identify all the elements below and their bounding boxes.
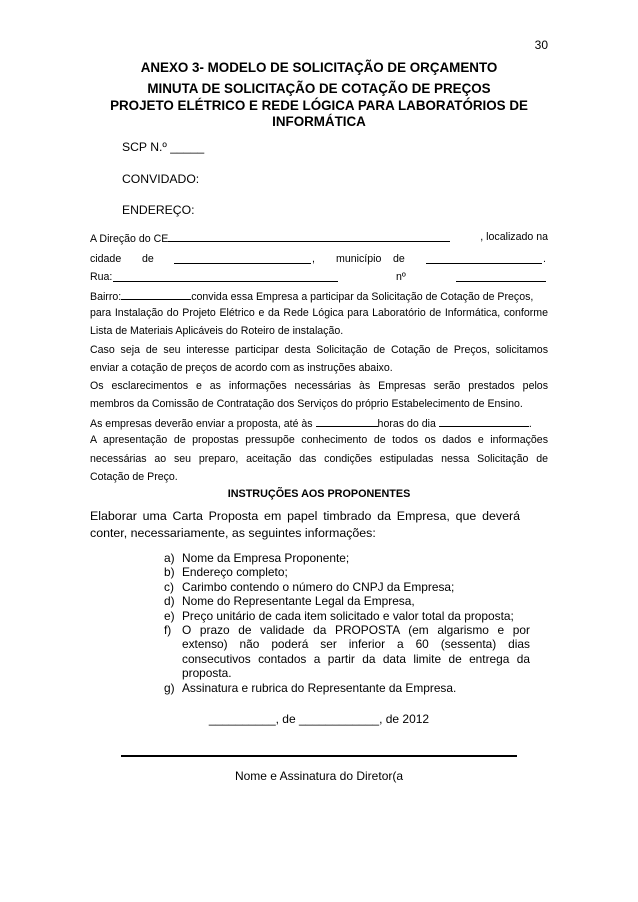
deadline-text-b: horas do dia — [377, 418, 436, 430]
document-subtitle-line3: INFORMÁTICA — [272, 114, 366, 129]
list-item-text: Carimbo contendo o número do CNPJ da Empresa; — [182, 579, 455, 594]
list-item-label: b) — [164, 565, 175, 580]
list-item — [164, 565, 530, 579]
body-line-4-rest: convida essa Empresa a participar da Solicitação de Cotação de Preços, — [191, 291, 534, 303]
list-item-label: g) — [164, 680, 175, 695]
list-item-text: Endereço completo; — [182, 565, 288, 580]
body-line-14: Cotação de Preço. — [90, 471, 178, 483]
list-item-text: O prazo de validade da PROPOSTA (em algarismo e por extenso) não poderá ser inferior a 60 (sessenta) dias consecutivos contados a partir da data limite de entrega da proposta. — [182, 623, 530, 681]
list-item — [164, 609, 530, 623]
list-item-text: Nome da Empresa Proponente; — [182, 551, 350, 565]
body-line-8: enviar a cotação de preços de acordo com as instruções abaixo. — [90, 362, 393, 374]
list-item — [164, 623, 530, 681]
list-item-text: Nome do Representante Legal da Empresa, — [182, 594, 415, 609]
blank-dia — [439, 416, 529, 427]
comma: , — [312, 253, 315, 265]
blank-bairro — [121, 289, 191, 300]
body-line-6: Lista de Materiais Aplicáveis do Roteiro de instalação. — [90, 325, 344, 337]
blank-municipio — [426, 253, 542, 264]
instructions-intro: Elaborar uma Carta Proposta em papel timbrado da Empresa, que deverá conter, necessariamente, as seguintes informações: — [90, 509, 520, 540]
body-line-1-end: , localizado na — [480, 231, 548, 243]
date-line: __________, de ____________, de 2012 — [208, 712, 430, 726]
list-item — [164, 681, 530, 695]
list-item-label: f) — [164, 623, 172, 638]
body-line-12: A apresentação de propostas pressupõe conhecimento de todos os dados e informações — [90, 434, 548, 446]
de-label-1: de — [142, 253, 154, 265]
list-item — [164, 580, 530, 594]
signature-label: Nome e Assinatura do Diretor(a — [234, 769, 404, 783]
endereco-field: ENDEREÇO: — [122, 203, 195, 217]
rua-label: Rua: — [90, 271, 113, 283]
convidado-field: CONVIDADO: — [122, 172, 200, 186]
list-item-label: d) — [164, 594, 175, 609]
body-line-4 — [90, 289, 548, 304]
page-number: 30 — [534, 38, 548, 52]
blank-cidade — [174, 253, 311, 264]
period: . — [543, 253, 546, 265]
body-line-5: para Instalação do Projeto Elétrico e da Rede Lógica para Laboratório de Informática, conforme — [90, 307, 548, 319]
body-line-1-start: A Direção do CE — [90, 233, 169, 245]
list-item-text: Assinatura e rubrica do Representante da Empresa. — [182, 680, 457, 695]
list-item-text: Preço unitário de cada item solicitado e valor total da proposta; — [182, 608, 514, 623]
blank-numero — [456, 271, 546, 282]
scp-number-field: SCP N.º _____ — [122, 140, 205, 154]
body-line-1 — [90, 231, 548, 246]
bairro-label: Bairro: — [90, 291, 122, 303]
deadline-text-a: As empresas deverão enviar a proposta, até às — [90, 418, 313, 430]
blank-horas — [316, 416, 378, 427]
deadline-text-c: . — [528, 418, 532, 430]
document-title: ANEXO 3- MODELO DE SOLICITAÇÃO DE ORÇAMENTO — [140, 60, 498, 75]
blank-rua — [113, 271, 338, 282]
body-line-11 — [90, 416, 548, 431]
list-item — [164, 594, 530, 608]
instructions-list — [164, 551, 530, 695]
municipio-label: município — [336, 253, 382, 265]
list-item-label: e) — [164, 608, 175, 623]
blank-ce — [168, 231, 450, 242]
body-line-13: necessárias ao seu preparo, aceitação das condições estipuladas nessa Solicitação de — [90, 453, 548, 465]
body-line-9: Os esclarecimentos e as informações necessárias às Empresas serão prestados pelos — [90, 380, 548, 392]
document-subtitle-line2: PROJETO ELÉTRICO E REDE LÓGICA PARA LABORATÓRIOS DE — [110, 98, 528, 113]
body-line-10: membros da Comissão de Contratação dos Serviços do próprio Estabelecimento de Ensino. — [90, 398, 523, 410]
list-item — [164, 551, 530, 565]
de-label-2: de — [393, 253, 405, 265]
cidade-label: cidade — [90, 253, 122, 265]
list-item-label: a) — [164, 551, 175, 565]
list-item-label: c) — [164, 579, 174, 594]
numero-label: nº — [396, 271, 406, 283]
document-subtitle: MINUTA DE SOLICITAÇÃO DE COTAÇÃO DE PREÇOS — [147, 81, 491, 96]
signature-line — [121, 755, 517, 757]
instructions-title: INSTRUÇÕES AOS PROPONENTES — [227, 488, 411, 500]
body-line-7: Caso seja de seu interesse participar desta Solicitação de Cotação de Preços, solicitamos — [90, 344, 548, 356]
